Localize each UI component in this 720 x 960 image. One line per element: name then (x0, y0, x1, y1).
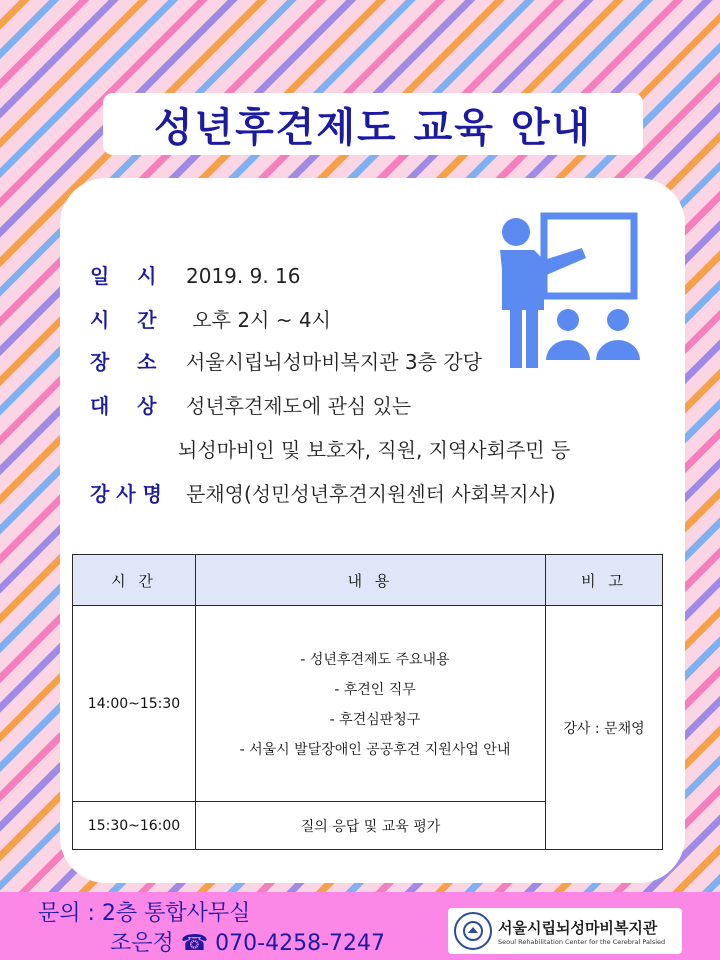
info-target (90, 390, 411, 419)
info-value: 뇌성마비인 및 보호자, 직원, 지역사회주민 등 (178, 438, 571, 462)
contact-line2: 조은정 ☎ 070-4258-7247 (110, 931, 385, 956)
schedule-table (72, 554, 663, 850)
content-item: - 서울시 발달장애인 공공후견 지원사업 안내 (239, 741, 511, 758)
logo-emblem-icon (454, 912, 492, 950)
table-header-row (73, 555, 663, 606)
contact-line1: 문의 : 2층 통합사무실 (38, 901, 251, 926)
header-time: 시 간 (73, 555, 196, 606)
info-value: 오후 2시 ~ 4시 (186, 308, 331, 332)
info-label: 시 간 (90, 308, 157, 332)
info-label: 장 소 (90, 350, 157, 374)
info-label: 대 상 (90, 394, 157, 418)
row-note: 강사 : 문채영 (546, 606, 663, 850)
info-date (90, 260, 301, 289)
header-content: 내 용 (196, 555, 546, 606)
row-content: 질의 응답 및 교육 평가 (196, 802, 546, 850)
presenter-icon (480, 210, 645, 380)
row-time: 15:30~16:00 (73, 802, 196, 850)
info-value: 성년후견제도에 관심 있는 (186, 394, 412, 418)
info-lecturer (90, 478, 556, 507)
info-panel (60, 178, 685, 883)
info-target-cont (178, 434, 570, 463)
logo-subtitle: Seoul Rehabilitation Center for the Cerebral Palsied (498, 937, 666, 946)
info-place (90, 346, 482, 375)
info-value: 2019. 9. 16 (186, 264, 301, 288)
title-box (103, 93, 643, 155)
content-item: - 성년후견제도 주요내용 (300, 651, 450, 668)
info-value: 문채영(성민성년후견지원센터 사회복지사) (186, 482, 556, 506)
footer-bar (0, 892, 720, 960)
row-content (196, 606, 546, 802)
content-item: - 후견인 직무 (334, 681, 416, 698)
content-item: - 후견심판청구 (329, 711, 421, 728)
table-row (73, 606, 663, 802)
info-time (90, 304, 331, 333)
organization-logo (448, 908, 682, 954)
info-label: 일 시 (90, 264, 157, 288)
logo-name: 서울시립뇌성마비복지관 (498, 918, 658, 937)
header-note: 비 고 (546, 555, 663, 606)
info-label: 강 사 명 (90, 482, 162, 506)
row-time: 14:00~15:30 (73, 606, 196, 802)
info-value: 서울시립뇌성마비복지관 3층 강당 (186, 350, 482, 374)
page-title: 성년후견제도 교육 안내 (153, 104, 593, 151)
